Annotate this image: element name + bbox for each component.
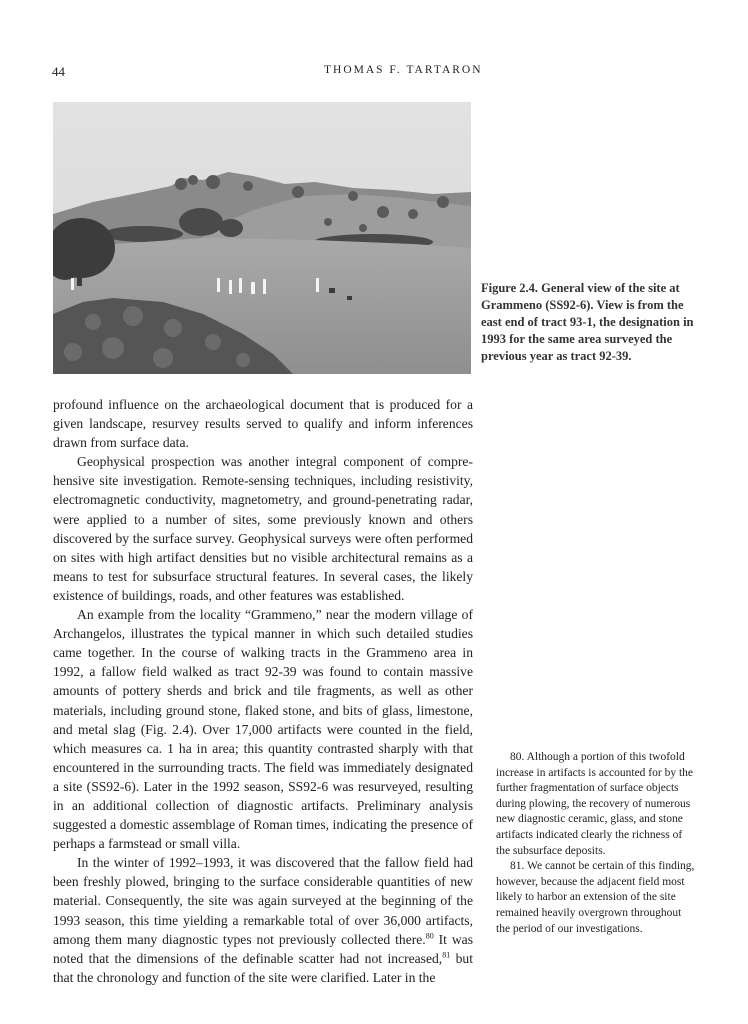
landscape-photo-illustration xyxy=(53,102,471,374)
footnote-ref-81[interactable]: 81 xyxy=(442,950,451,960)
paragraph-4-end: but that the chronology and function of the site were clarified. Later in the xyxy=(53,950,473,985)
footnote-80: 80. Although a portion of this twofold increase in artifacts is accounted for by the further fragmentation of surface objects during plowing, the recovery of numerous new diagnostic ceramic, glass, and stone artifacts indicated clearly the richness of the subsurface deposits. xyxy=(496,751,694,857)
main-text xyxy=(53,395,473,987)
paragraph-2: Geophysical prospection was another integral component of comprehensive site investigation. Remote-sensing techniques, including resistivity, electromagnetic conductivity, magnetometry, and ground-penetrating radar, were applied to a number of sites, some previously known and others discovered by the surface survey. Geophysical surveys were often performed on sites with high artifact densities but no visible architectural remains as a means to test for subsurface structural features. In several cases, the likely existence of buildings, roads, and other features was established. xyxy=(53,454,473,603)
running-head: THOMAS F. TARTARON xyxy=(324,64,483,76)
footnote-81: 81. We cannot be certain of this finding, however, because the adjacent field most likely to harbor an extension of the site remained heavily overgrown throughout the period of our investigations. xyxy=(496,860,695,935)
paragraph-4-continuation: It was noted that the dimensions of the definable scatter had not increased, xyxy=(53,931,473,966)
footnote-ref-80[interactable]: 80 xyxy=(425,931,434,941)
paragraph-4 xyxy=(53,853,473,987)
page-number: 44 xyxy=(52,64,65,79)
figure-caption: Figure 2.4. General view of the site at Grammeno (SS92-6). View is from the east end of tract 93-1, the designation in 1993 for the same area surveyed the previous year as tract 92-39. xyxy=(481,281,694,363)
paragraph-1: profound influence on the archaeological document that is produced for a given landscape, resurvey results served to qualify and inform inferences drawn from surface data. xyxy=(53,397,473,451)
paragraph-4-text: In the winter of 1992–1993, it was discovered that the fallow field had been freshly plowed, bringing to the surface considerable quantities of new material. Consequently, the site was again surveyed at the beginning of the 1993 season, this time yielding a remarkable total of over 36,000 artifacts, among them many diagnostic types not previously collected there. xyxy=(53,855,473,947)
footnotes xyxy=(496,750,696,937)
paragraph-3: An example from the locality “Grammeno,” near the modern village of Archangelos, illustrates the typical manner in which such detailed studies came together. In the course of walking tracts in the Grammeno area in 1992, a fallow field walked as tract 92-39 was found to contain massive amounts of pottery sherds and brick and tile fragments, as well as other materials, including ground stone, flaked stone, and bits of glass, limestone, and metal slag (Fig. 2.4). Over 17,000 artifacts were counted in the field, which measures ca. 1 ha in area; this quantity contrasted sharply with that encountered in the surrounding tracts. The field was immediately designated a site (SS92-6). Later in the 1992 season, SS92-6 was resurveyed, resulting in an additional collection of diagnostic artifacts. Preliminary analysis suggested a domestic assemblage of Roman times, indicating the presence of perhaps a farmstead or small villa. xyxy=(53,607,473,852)
figure-photo xyxy=(53,102,471,374)
